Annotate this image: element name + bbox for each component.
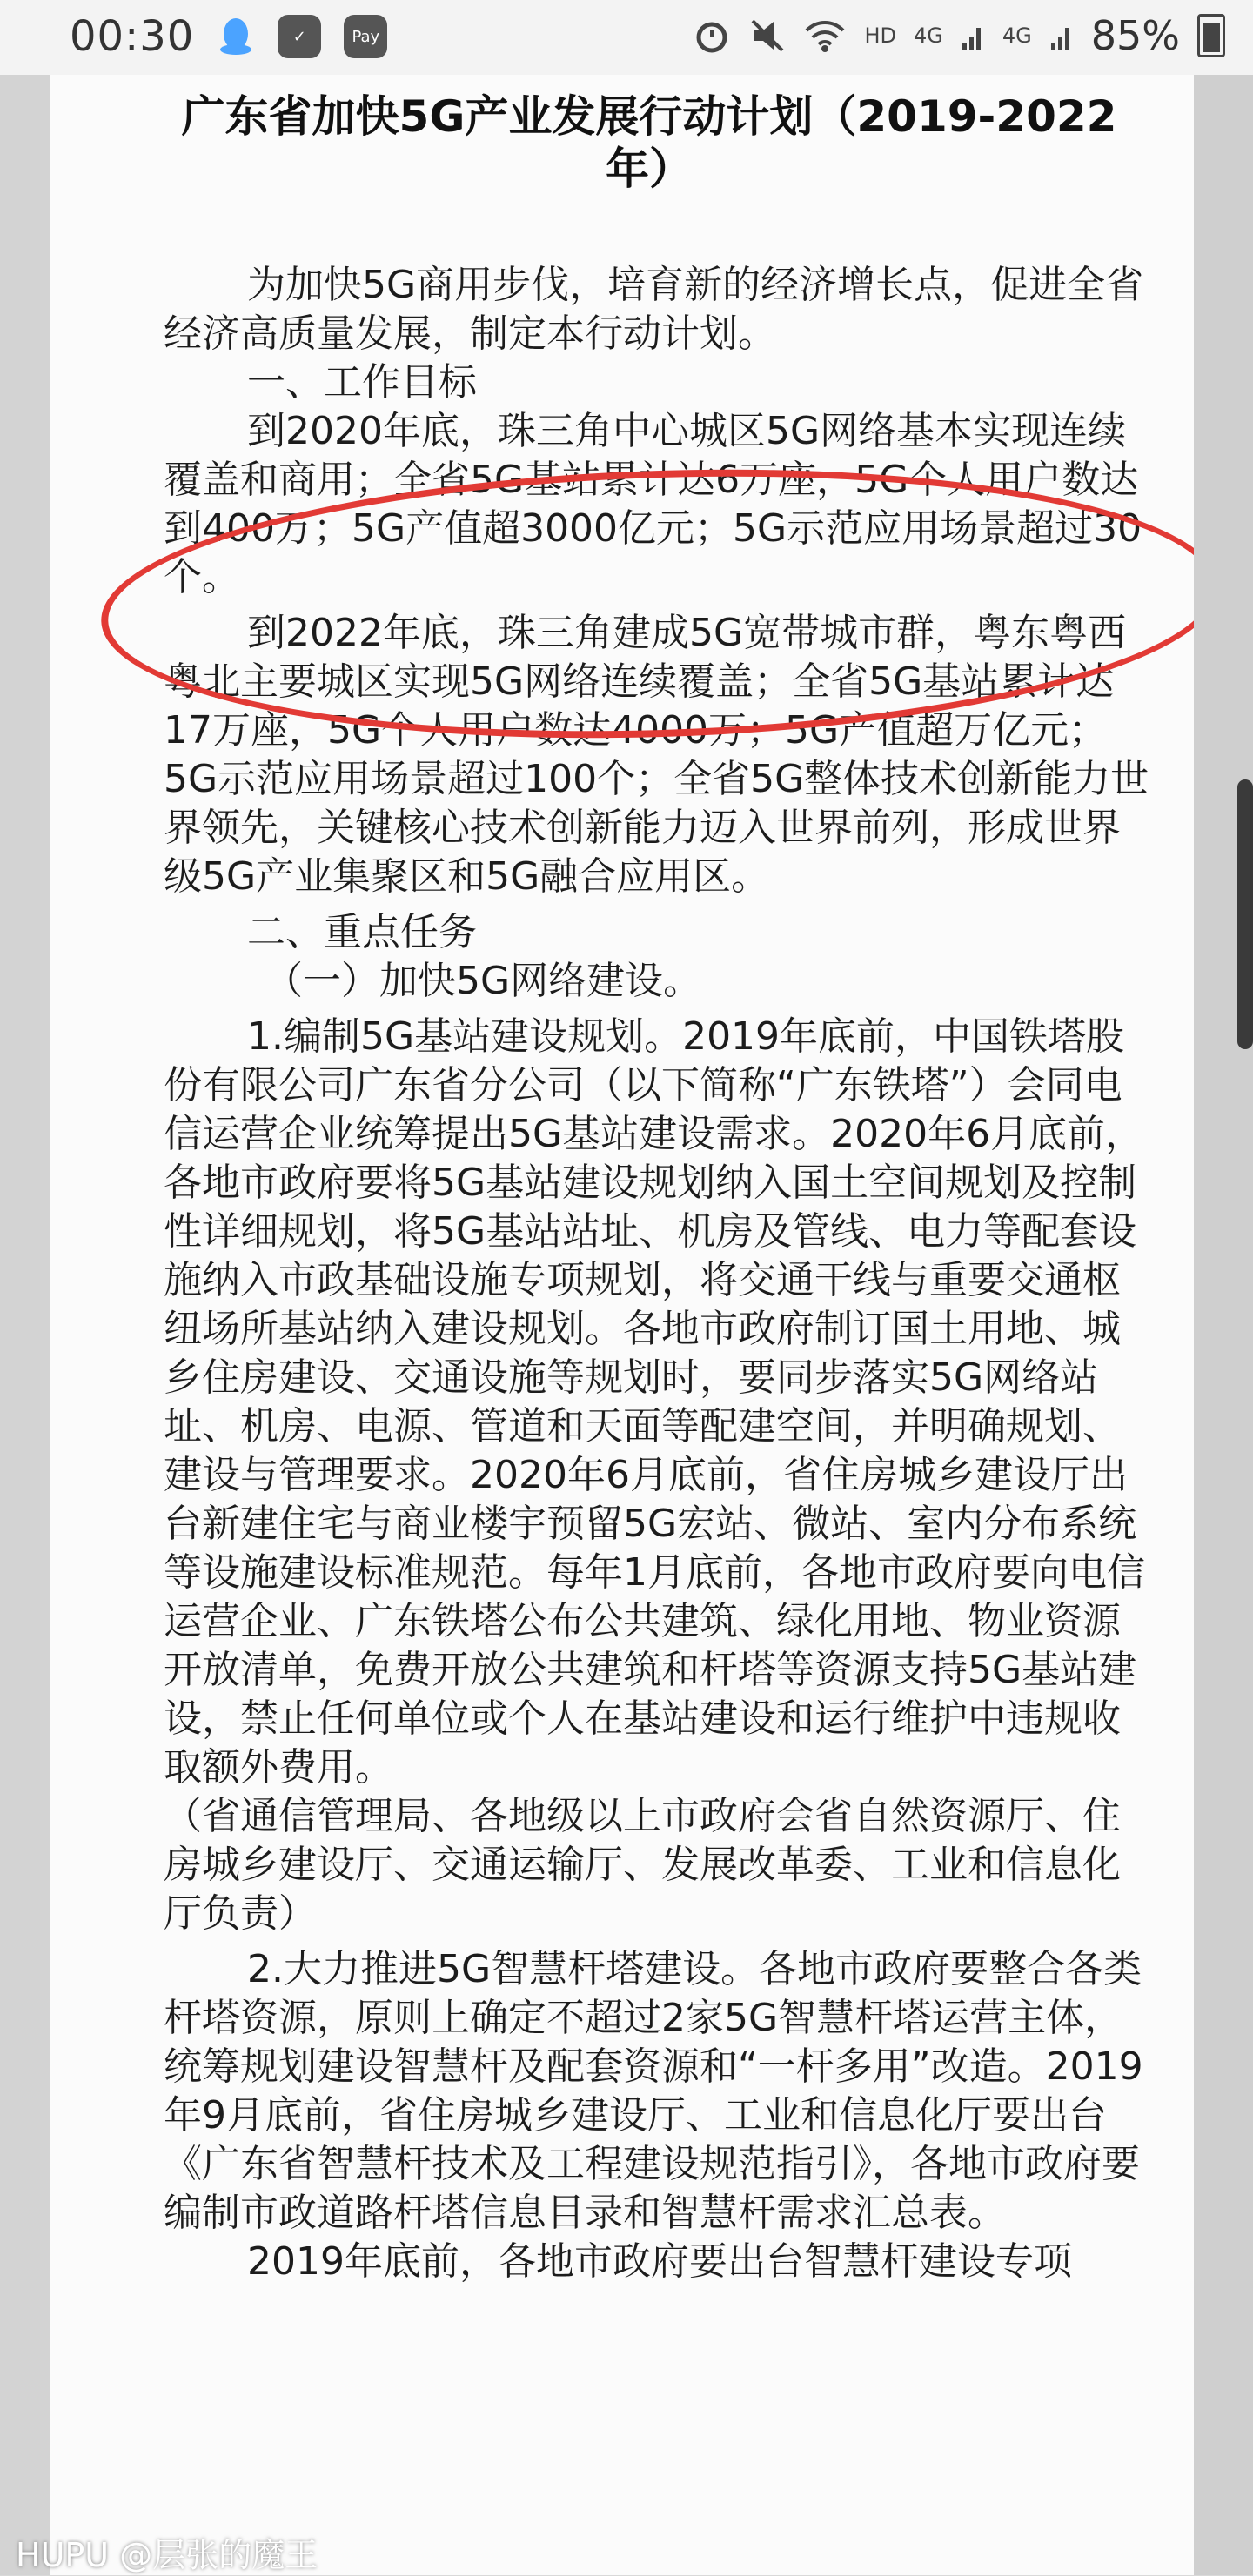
status-left xyxy=(70,12,387,61)
page-shadow-right xyxy=(1194,75,1253,2575)
task-2-paragraph: 2.大力推进5G智慧杆塔建设。各地市政府要整合各类杆塔资源，原则上确定不超过2家5G智慧杆塔运营主体，统筹规划建设智慧杆及配套资源和“一杆多用”改造。2019年9月底前，省住房城乡建设厅、工业和信息化厅要出台《广东省智慧杆技术及工程建设规范指引》，各地市政府要编制市政道路杆塔信息目录和智慧杆需求汇总表。 xyxy=(164,1947,1143,2235)
alarm-icon xyxy=(692,16,732,56)
document-title: 广东省加快5G产业发展行动计划（2019-2022年） xyxy=(181,91,1117,194)
section-1-heading: 一、工作目标 xyxy=(247,360,477,405)
status-time: 00:30 xyxy=(70,12,195,61)
network-label-2: 4G xyxy=(1002,23,1032,48)
page-shadow-left xyxy=(0,75,50,2575)
subsection-1-heading: （一）加快5G网络建设。 xyxy=(265,959,702,1003)
task-2-cutoff-line: 2019年底前，各地市政府要出台智慧杆建设专项 xyxy=(247,2239,1072,2284)
wifi-icon xyxy=(803,17,847,54)
battery-icon xyxy=(1197,14,1225,57)
clock-app-icon: ✓ xyxy=(278,15,321,58)
goal-2020-paragraph: 到2020年底，珠三角中心城区5G网络基本实现连续覆盖和商用；全省5G基站累计达6万座，5G个人用户数达到400万；5G产值超3000亿元；5G示范应用场景超过30个。 xyxy=(164,409,1142,599)
qq-icon xyxy=(217,15,255,58)
hd-label: HD xyxy=(864,23,896,48)
scroll-handle[interactable] xyxy=(1237,779,1253,1049)
hupu-watermark: HUPU @层张的魔王 xyxy=(16,2536,318,2574)
mute-icon xyxy=(749,16,786,56)
status-right xyxy=(692,12,1225,59)
pay-app-icon xyxy=(344,15,387,58)
document-page xyxy=(50,75,1194,2575)
battery-percent: 85% xyxy=(1090,12,1180,59)
signal-icon xyxy=(961,19,985,52)
task-1-paragraph: 1.编制5G基站建设规划。2019年底前，中国铁塔股份有限公司广东省分公司（以下简称“广东铁塔”）会同电信运营企业统筹提出5G基站建设需求。2020年6月底前，各地市政府要将5G基站建设规划纳入国土空间规划及控制性详细规划，将5G基站站址、机房及管线、电力等配套设施纳入市政基础设施专项规划，将交通干线与重要交通枢纽场所基站纳入建设规划。各地市政府制订国土用地、城乡住房建设、交通设施等规划时，要同步落实5G网络站址、机房、电源、管道和天面等配建空间，并明确规划、建设与管理要求。2020年6月底前，省住房城乡建设厅出台新建住宅与商业楼宇预留5G宏站、微站、室内分布系统等设施建设标准规范。每年1月底前，各地市政府要向电信运营企业、广东铁塔公布公共建筑、绿化用地、物业资源开放清单，免费开放公共建筑和杆塔等资源支持5G基站建设，禁止任何单位或个人在基站建设和运行维护中违规收取额外费用。 xyxy=(164,1014,1145,1790)
task-1-responsible: （省通信管理局、各地级以上市政府会省自然资源厅、住房城乡建设厅、交通运输厅、发展改革委、工业和信息化厅负责） xyxy=(164,1794,1121,1936)
pay-badge-label: Pay xyxy=(352,27,380,46)
section-2-heading: 二、重点任务 xyxy=(247,910,477,954)
network-label-1: 4G xyxy=(914,23,943,48)
status-bar xyxy=(0,0,1253,75)
signal-icon xyxy=(1049,19,1074,52)
intro-paragraph: 为加快5G商用步伐，培育新的经济增长点，促进全省经济高质量发展，制定本行动计划。 xyxy=(164,263,1144,356)
goal-2022-paragraph: 到2022年底，珠三角建成5G宽带城市群，粤东粤西粤北主要城区实现5G网络连续覆盖；全省5G基站累计达17万座，5G个人用户数达4000万；5G产值超万亿元；5G示范应用场景超过100个；全省5G整体技术创新能力世界领先，关键核心技术创新能力迈入世界前列，形成世界级5G产业集聚区和5G融合应用区。 xyxy=(164,611,1149,899)
